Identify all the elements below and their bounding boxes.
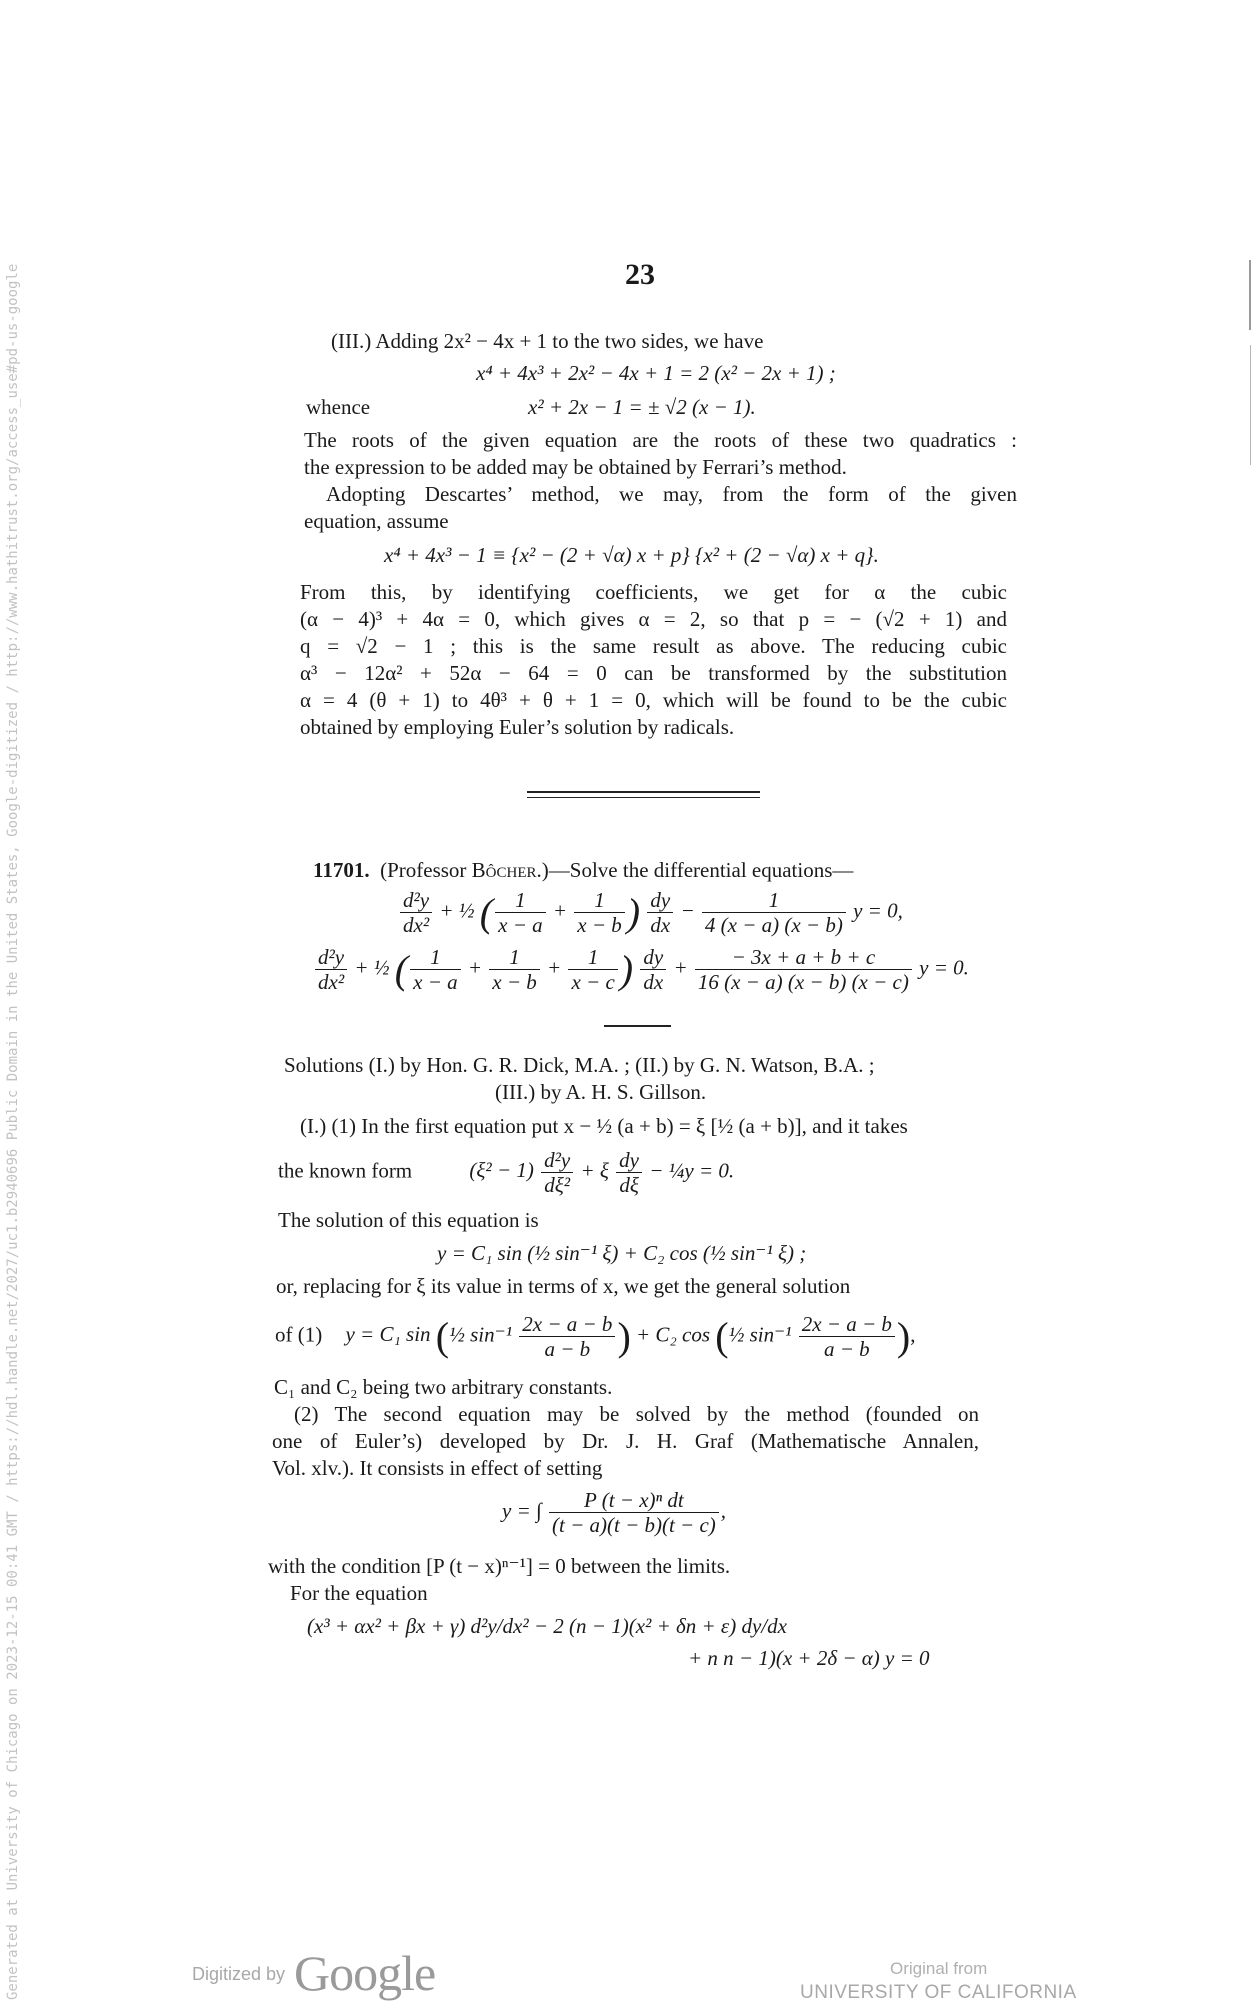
text-line: (2) The second equation may be solved by the method (founded on [294,1402,979,1426]
separator-rule-bottom [527,797,760,798]
text-line: (α − 4)³ + 4α = 0, which gives α = 2, so that p = − (√2 + 1) and [300,607,1007,631]
for-equation-line: For the equation [290,1581,428,1605]
solution-equation: y = C₁ sin (½ sin⁻¹ ξ) + C₂ cos (½ sin⁻¹ ξ) ; [437,1241,807,1265]
whence-label: whence [306,395,371,419]
proposer-name: Bôcher [471,858,537,882]
solution-1-intro: (I.) (1) In the first equation put x − ½ (a + b) = ξ [½ (a + b)], and it takes [300,1114,908,1138]
page-number: 23 [625,258,655,291]
text-line: Vol. xlv.). It consists in effect of setting [272,1456,603,1480]
text-line: the expression to be added may be obtained by Ferrari’s method. [304,455,847,479]
institution-label: UNIVERSITY OF CALIFORNIA [800,1982,1077,2003]
paragraph-descartes [304,481,1017,535]
solutions-credit-line-1: Solutions (I.) by Hon. G. R. Dick, M.A. ; (II.) by G. N. Watson, B.A. ; [284,1053,875,1077]
text-line: Adopting Descartes’ method, we may, from the form of the given [326,482,1017,506]
differential-equation-1: $\frac{\text{d²y}}{\text{dx²}}$ + ½ ( $\frac{1}{x - a}$ + $\frac{1}{x - b}$ ) $\frac{dy}{dx}$ − $\frac{1}{4 (x - a) (x - b)}$ y = 0, [398,888,903,937]
text-line: α³ − 12α² + 52α − 64 = 0 can be transformed by the substitution [300,661,1007,685]
equation-2: x² + 2x − 1 = ± √2 (x − 1). [528,395,756,419]
solutions-credit-line-2: (III.) by A. H. S. Gillson. [495,1080,707,1104]
constants-line: C₁ and C₂ being two arbitrary constants. [274,1375,613,1399]
intro-text: Adding 2x² − 4x + 1 to the two sides, we have [375,329,764,353]
solution-2-paragraph [272,1401,979,1482]
text-line: obtained by employing Euler’s solution by radicals. [300,715,735,739]
text-line: equation, assume [304,509,449,533]
equation-1: x⁴ + 4x³ + 2x² − 4x + 1 = 2 (x² − 2x + 1) ; [476,361,836,385]
scan-edge-mark [1250,345,1251,465]
paragraph-identify [300,579,1007,741]
equation-ref-label: of (1) [275,1322,323,1347]
part3-intro [331,328,763,355]
known-form-line: the known form (ξ² − 1) $\frac{\text{d²y}}{\text{dξ²}}$ + ξ $\frac{dy}{d\xi}$ − ¼y = 0. [278,1148,735,1197]
scan-edge-mark [1249,260,1251,330]
text-line: one of Euler’s) developed by Dr. J. H. Graf (Mathematische Annalen, [272,1429,979,1453]
equation-3: x⁴ + 4x³ − 1 ≡ {x² − (2 + √α) x + p} {x² + (2 − √α) x + q}. [384,543,879,567]
problem-number: 11701. [313,858,370,882]
paragraph-roots [304,427,1017,481]
text-line: The roots of the given equation are the roots of these two quadratics : [304,428,1017,452]
text-line: From this, by identifying coefficients, we get for α the cubic [300,580,1007,604]
short-rule [604,1025,671,1027]
google-logo: Google [294,1945,436,2001]
part-label: (III.) [331,329,372,353]
final-equation-line-1: (x³ + αx² + βx + γ) d²y/dx² − 2 (n − 1)(x² + δn + ε) dy/dx [307,1614,787,1638]
digitized-by-label: Digitized by [192,1964,286,1984]
text-line: α = 4 (θ + 1) to 4θ³ + θ + 1 = 0, which will be found to be the cubic [300,688,1007,712]
condition-line: with the condition [P (t − x)ⁿ⁻¹] = 0 between the limits. [268,1554,731,1578]
known-form-label: the known form [278,1158,413,1183]
replacing-line: or, replacing for ξ its value in terms of x, we get the general solution [276,1274,851,1298]
differential-equation-2: $\frac{\text{d²y}}{\text{dx²}}$ + ½ ( $\frac{1}{x - a}$ + $\frac{1}{x - b}$ + $\frac{1}{x - c}$ ) $\frac{dy}{dx}$ + $\frac{- 3x + a + b + c}{16 (x - a) (x - b) (x - c)}$ y = 0. [313,945,969,994]
solution-intro: The solution of this equation is [278,1208,539,1232]
final-equation-line-2: + n n − 1)(x + 2δ − α) y = 0 [688,1646,930,1670]
original-from-label: Original from [890,1959,988,1978]
hathitrust-sidebar-text: Generated at University of Chicago on 2023-12-15 00:41 GMT / https://hdl.handle.net/2027/uc1.b2940696 Public Domain in the United States, Google-digitized / http://www.hathitrust.org/access_use#pd-us-google [5,263,21,2000]
separator-rule-top [527,791,760,793]
problem-header: 11701. (Professor Bôcher.)—Solve the differential equations— [313,858,854,882]
integral-equation: y = ∫ $\frac{\text{P (t − x)ⁿ dt}}{(t - a)(t - b)(t - c)}$ , [502,1488,727,1537]
text-line: q = √2 − 1 ; this is the same result as above. The reducing cubic [300,634,1007,658]
general-solution-line: of (1) y = C₁ sin (½ sin⁻¹ $\frac{2x - a - b}{a - b}$ ) + C₂ cos (½ sin⁻¹ $\frac{2x - a - b}{a - b}$ ), [275,1312,916,1361]
